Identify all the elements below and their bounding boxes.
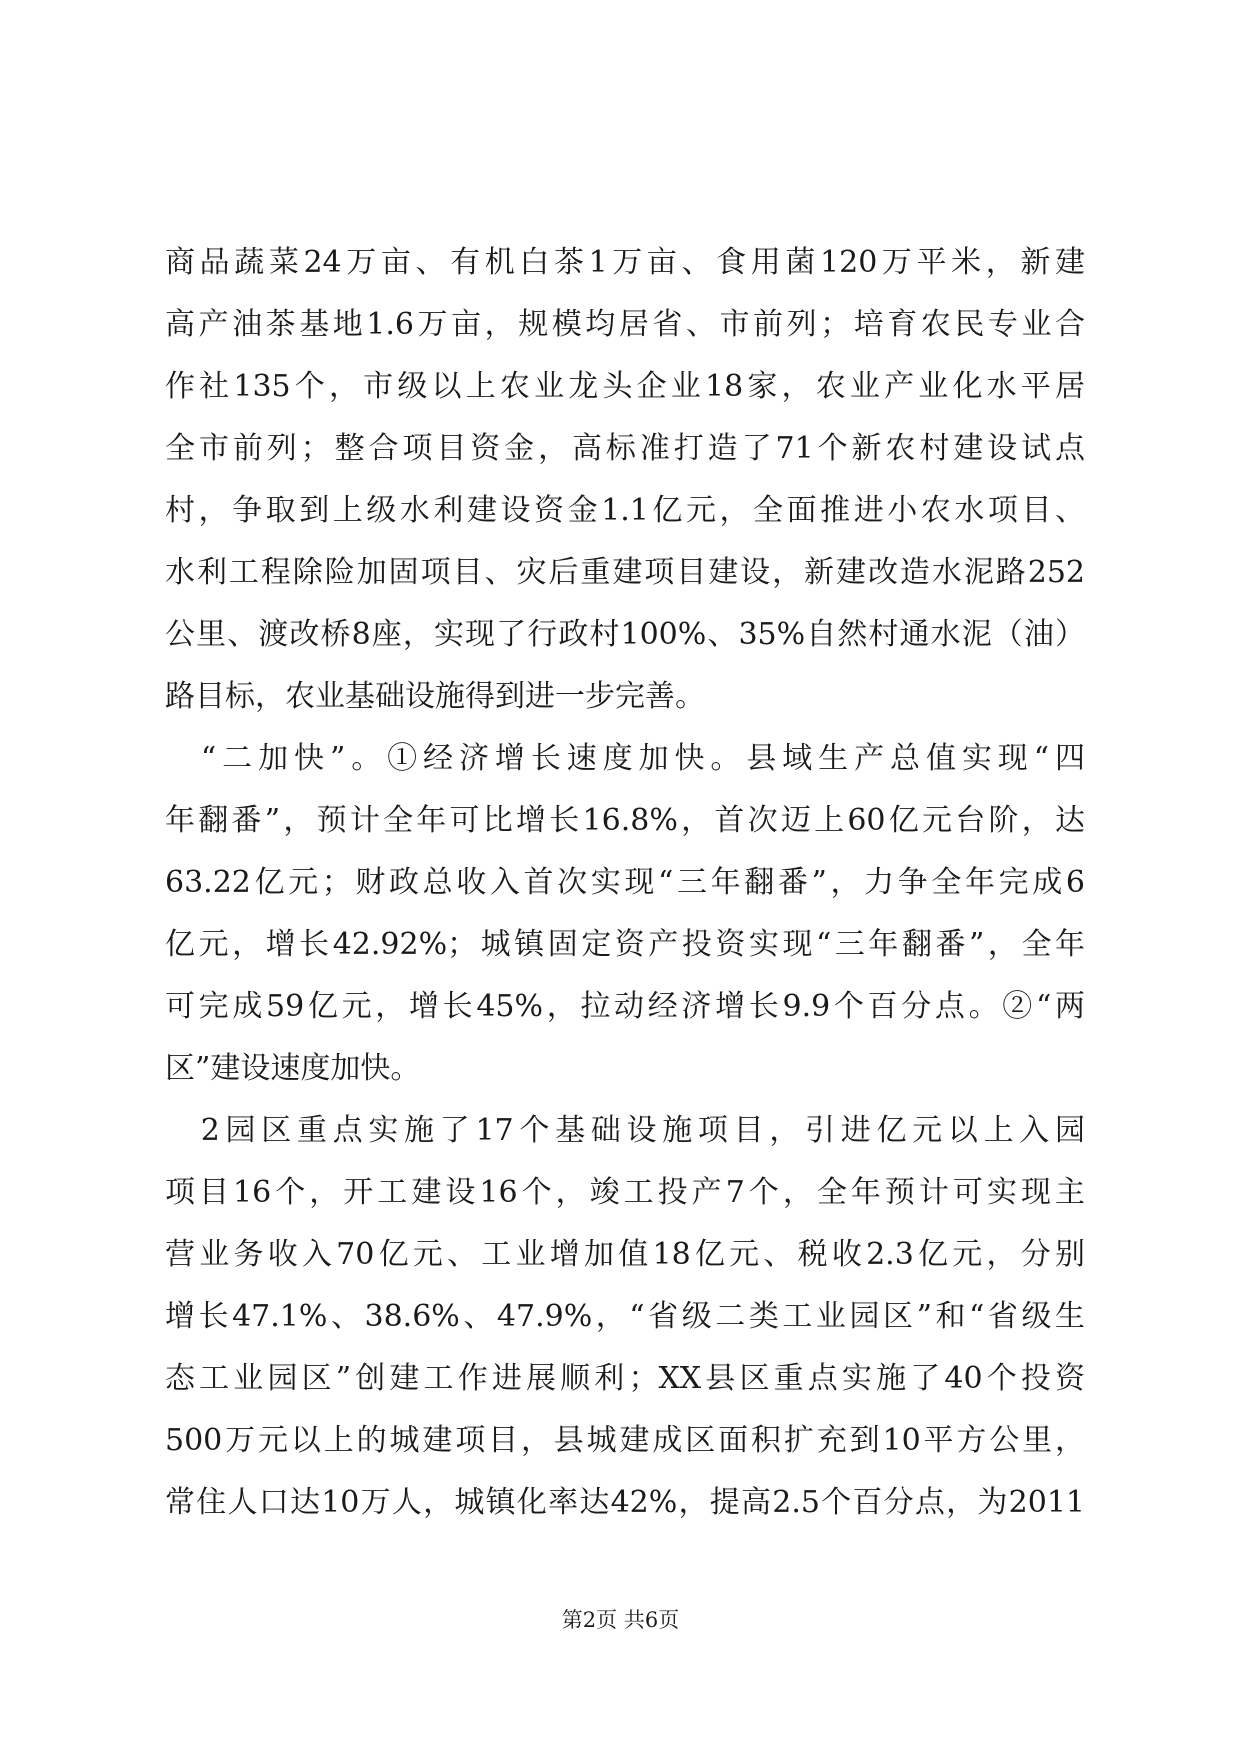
page-number-footer: 第2页 共6页 [561, 1608, 680, 1632]
p2-line-5: 可完成59亿元，增长45%，拉动经济增长9.9个百分点。②“两 [165, 989, 1085, 1024]
p3-line-1: 2园区重点实施了17个基础设施项目，引进亿元以上入园 [165, 1113, 1085, 1148]
p1-line-1: 商品蔬菜24万亩、有机白茶1万亩、食用菌120万平米，新建 [165, 245, 1085, 280]
p2-line-6: 区”建设速度加快。 [165, 1051, 421, 1086]
document-body [165, 232, 1085, 1534]
p2-line-1: “二加快”。①经济增长速度加快。县域生产总值实现“四 [165, 741, 1085, 776]
p3-line-3: 营业务收入70亿元、工业增加值18亿元、税收2.3亿元，分别 [165, 1237, 1085, 1272]
p3-line-7: 常住人口达10万人，城镇化率达42%，提高2.5个百分点，为2011 [165, 1485, 1085, 1520]
p1-line-3: 作社135个，市级以上农业龙头企业18家，农业产业化水平居 [165, 369, 1085, 404]
p1-line-6: 水利工程除险加固项目、灾后重建项目建设，新建改造水泥路252 [165, 555, 1085, 590]
p2-line-2: 年翻番”，预计全年可比增长16.8%，首次迈上60亿元台阶，达 [165, 803, 1085, 838]
p1-line-8: 路目标，农业基础设施得到进一步完善。 [165, 679, 705, 714]
p1-line-2: 高产油茶基地1.6万亩，规模均居省、市前列；培育农民专业合 [165, 307, 1085, 342]
p3-line-5: 态工业园区”创建工作进展顺利；XX县区重点实施了40个投资 [165, 1361, 1085, 1396]
p1-line-5: 村，争取到上级水利建设资金1.1亿元，全面推进小农水项目、 [165, 493, 1085, 528]
p1-line-7: 公里、渡改桥8座，实现了行政村100%、35%自然村通水泥（油） [165, 617, 1085, 652]
p3-line-2: 项目16个，开工建设16个，竣工投产7个，全年预计可实现主 [165, 1175, 1085, 1210]
p2-line-4: 亿元，增长42.92%；城镇固定资产投资实现“三年翻番”，全年 [165, 927, 1085, 962]
p2-line-3: 63.22亿元；财政总收入首次实现“三年翻番”，力争全年完成6 [165, 865, 1085, 900]
p3-line-4: 增长47.1%、38.6%、47.9%，“省级二类工业园区”和“省级生 [165, 1299, 1085, 1334]
p3-line-6: 500万元以上的城建项目，县城建成区面积扩充到10平方公里， [165, 1423, 1085, 1458]
p1-line-4: 全市前列；整合项目资金，高标准打造了71个新农村建设试点 [165, 431, 1085, 466]
